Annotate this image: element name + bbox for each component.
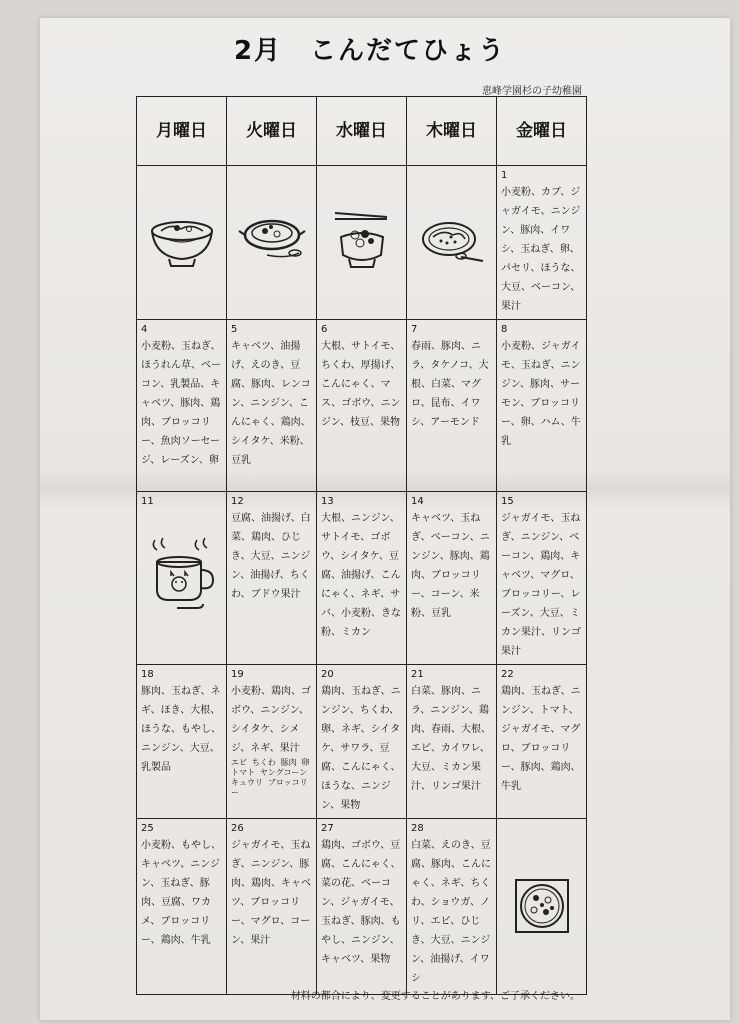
day-menu: ジャガイモ、玉ねぎ、ニンジン、豚肉、鶏肉、キャベツ、ブロッコリー、マグロ、コーン、果汁 (231, 840, 311, 946)
day-cell (227, 819, 317, 995)
day-number: 14 (411, 496, 424, 507)
day-cell (137, 665, 227, 819)
day-menu: 大根、サトイモ、ちくわ、厚揚げ、こんにゃく、マス、ゴボウ、ニンジン、枝豆、果物 (321, 341, 401, 428)
day-number: 21 (411, 669, 424, 680)
day-cell (407, 665, 497, 819)
curry-plate-icon (417, 209, 487, 269)
day-number: 1 (501, 170, 508, 181)
day-menu: 小麦粉、もやし、キャベツ、ニンジン、玉ねぎ、豚肉、豆腐、ワカメ、ブロッコリー、鶏肉、牛乳 (141, 840, 221, 946)
page-title: 2月 こんだてひょう (233, 36, 507, 66)
weekday-wed: 水曜日 (317, 97, 407, 166)
day-cell (497, 492, 587, 665)
day-number: 22 (501, 669, 514, 680)
illustration-cell (407, 166, 497, 320)
day-number: 27 (321, 823, 334, 834)
day-menu: 豚肉、玉ねぎ、ネギ、ほき、大根、ほうな、もやし、ニンジン、大豆、乳製品 (141, 686, 221, 773)
day-cell (407, 492, 497, 665)
day-cell (317, 320, 407, 492)
day-cell (227, 492, 317, 665)
day-cell (317, 819, 407, 995)
day-menu: 大根、ニンジン、サトイモ、ゴボウ、シイタケ、豆腐、油揚げ、こんにゃく、ネギ、サバ、小麦粉、きな粉、ミカン (321, 513, 401, 638)
illustration-cell (497, 819, 587, 995)
day-menu: 小麦粉、ジャガイモ、玉ねぎ、ニンジン、豚肉、サーモン、ブロッコリー、卵、ハム、牛乳 (501, 341, 581, 447)
day-cell (137, 320, 227, 492)
day-number: 26 (231, 823, 244, 834)
weekday-header-row (137, 97, 587, 166)
day-menu: 春雨、豚肉、ニラ、タケノコ、大根、白菜、マグロ、昆布、イワシ、アーモンド (411, 341, 489, 428)
day-cell (497, 665, 587, 819)
weekday-mon: 月曜日 (137, 97, 227, 166)
day-cell (497, 320, 587, 492)
hotpot-icon (237, 209, 307, 269)
pizza-icon (512, 876, 572, 936)
day-cell (317, 492, 407, 665)
day-number: 15 (501, 496, 514, 507)
day-number: 8 (501, 324, 508, 335)
day-cell (227, 320, 317, 492)
day-menu: 白菜、えのき、豆腐、豚肉、こんにゃく、ネギ、ちくわ、ショウガ、ノリ、エビ、ひじき、大豆、ニンジン、油揚げ、イワシ (411, 840, 491, 984)
day-menu: ジャガイモ、玉ねぎ、ニンジン、ベーコン、鶏肉、キャベツ、マグロ、ブロッコリー、レーズン、大豆、ミカン果汁、リンゴ果汁 (501, 513, 581, 657)
day-menu: 小麦粉、カブ、ジャガイモ、ニンジン、豚肉、イワシ、玉ねぎ、卵、パセリ、ほうな、大豆、ベーコン、果汁 (501, 187, 581, 312)
day-number: 20 (321, 669, 334, 680)
day-cell (227, 665, 317, 819)
rice-bowl-chopsticks-icon (327, 207, 397, 271)
day-cell (497, 166, 587, 320)
soup-cup-icon (147, 534, 217, 614)
day-menu: 鶏肉、ゴボウ、豆腐、こんにゃく、菜の花、ベーコン、ジャガイモ、玉ねぎ、豚肉、もやし、ニンジン、キャベツ、果物 (321, 840, 401, 965)
illustration-cell (317, 166, 407, 320)
day-number: 13 (321, 496, 334, 507)
day-menu: キャベツ、油揚げ、えのき、豆腐、豚肉、レンコン、ニンジン、こんにゃく、鶏肉、シイタケ、米粉、豆乳 (231, 341, 311, 466)
weekday-thu: 木曜日 (407, 97, 497, 166)
day-menu: キャベツ、玉ねぎ、ベーコン、ニンジン、豚肉、鶏肉、ブロッコリー、コーン、米粉、豆乳 (411, 513, 490, 619)
week-row (137, 819, 587, 995)
day-menu: 小麦粉、玉ねぎ、ほうれん草、ベーコン、乳製品、キャベツ、豚肉、鶏肉、ブロッコリー、魚肉ソーセージ、レーズン、卵 (141, 341, 221, 466)
weekday-fri: 金曜日 (497, 97, 587, 166)
illustration-cell (137, 166, 227, 320)
day-number: 25 (141, 823, 154, 834)
handwritten-note: エビ ちくわ 豚肉 卵 トマト ヤングコーン キュウリ ブロッコリー (231, 758, 310, 797)
day-number: 6 (321, 324, 328, 335)
day-number: 11 (141, 496, 154, 507)
day-menu: 豆腐、油揚げ、白菜、鶏肉、ひじき、大豆、ニンジン、油揚げ、ちくわ、ブドウ果汁 (231, 513, 311, 600)
noodle-bowl-icon (147, 209, 217, 269)
day-menu: 鶏肉、玉ねぎ、ニンジン、トマト、ジャガイモ、マグロ、ブロッコリー、豚肉、鶏肉、牛乳 (501, 686, 581, 792)
day-cell (137, 492, 227, 665)
day-cell (137, 819, 227, 995)
day-number: 12 (231, 496, 244, 507)
day-cell (407, 320, 497, 492)
school-name: 恵峰学園杉の子幼稚園 (482, 86, 582, 97)
day-number: 7 (411, 324, 418, 335)
day-number: 28 (411, 823, 424, 834)
day-number: 5 (231, 324, 238, 335)
day-menu: 白菜、豚肉、ニラ、ニンジン、鶏肉、春雨、大根、エビ、カイワレ、大豆、ミカン果汁、リンゴ果汁 (411, 686, 491, 792)
week-row (137, 492, 587, 665)
day-number: 19 (231, 669, 244, 680)
day-cell (317, 665, 407, 819)
week-row (137, 320, 587, 492)
footer-note: 材料の都合により、変更することがあります、ご了承ください。 (290, 991, 580, 1002)
day-menu: 鶏肉、玉ねぎ、ニンジン、ちくわ、卵、ネギ、シイタケ、サワラ、豆腐、こんにゃく、ほうな、ニンジン、果物 (321, 686, 401, 811)
day-menu: 小麦粉、鶏肉、ゴボウ、ニンジン、シイタケ、シメジ、ネギ、果汁 (231, 686, 311, 754)
week-row (137, 665, 587, 819)
week-row (137, 166, 587, 320)
illustration-cell (227, 166, 317, 320)
day-cell (407, 819, 497, 995)
day-number: 4 (141, 324, 148, 335)
day-number: 18 (141, 669, 154, 680)
menu-calendar (136, 96, 587, 995)
weekday-tue: 火曜日 (227, 97, 317, 166)
